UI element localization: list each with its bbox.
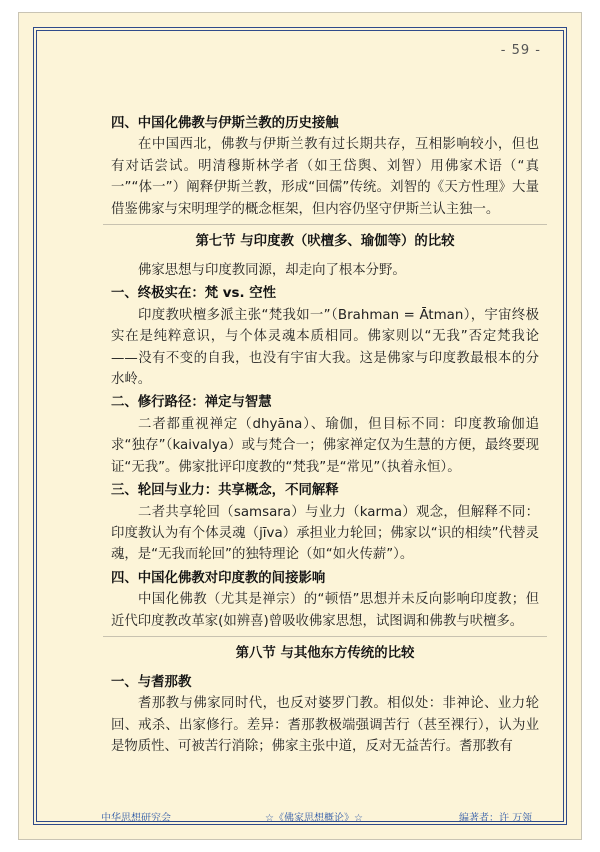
paragraph-islam-contact: 在中国西北，佛教与伊斯兰教有过长期共存，互相影响较小，但也有对话尝试。明清穆斯林学者（如王岱舆、刘智）用佛家术语（“真一”“体一”）阐释伊斯兰教，形成“回儒”传统。刘智的《天方性理》大量借鉴佛家与宋明理学的概念框架，但内容仍坚守伊斯兰认主独一。 bbox=[111, 137, 539, 217]
page-content bbox=[111, 113, 539, 758]
page-number: - 59 - bbox=[500, 43, 541, 58]
page bbox=[18, 12, 582, 840]
paragraph-jainism: 耆那教与佛家同时代，也反对婆罗门教。相似处：非神论、业力轮回、戒杀、出家修行。差异：耆那教极端强调苦行（甚至裸行），认为业是物质性、可被苦行消除；佛家主张中道，反对无益苦行。耆那教有 bbox=[111, 696, 539, 755]
heading-ultimate-reality: 一、终极实在：梵 vs. 空性 bbox=[111, 286, 277, 302]
paragraph-hinduism-intro: 佛家思想与印度教同源，却走向了根本分野。 bbox=[138, 263, 406, 279]
footer-editor: 编著者：许 万领 bbox=[459, 813, 533, 824]
paragraph-practice-path: 二者都重视禅定（dhyāna）、瑜伽，但目标不同：印度教瑜伽追求“独存”（kaivalya）或与梵合一；佛家禅定仅为生慧的方便，最终要现证“无我”。佛家批评印度教的“梵我”是“常见”（执着永恒）。 bbox=[111, 416, 539, 475]
paragraph-indirect-influence: 中国化佛教（尤其是禅宗）的“顿悟”思想并未反向影响印度教；但近代印度教改革家(如辨喜)曾吸收佛家思想，试图调和佛教与吠檀多。 bbox=[111, 592, 539, 629]
heading-indirect-influence: 四、中国化佛教对印度教的间接影响 bbox=[111, 570, 326, 586]
footer-book-title: ☆《佛家思想概论》☆ bbox=[265, 813, 363, 824]
section-title-hinduism: 第七节 与印度教（吠檀多、瑜伽等）的比较 bbox=[195, 234, 455, 250]
paragraph-samsara-karma: 二者共享轮回（samsara）与业力（karma）观念，但解释不同：印度教认为有个体灵魂（jīva）承担业力轮回；佛家以“识的相续”代替灵魂，是“无我而轮回”的独特理论（如“如火传薪”）。 bbox=[111, 504, 539, 563]
section-divider bbox=[103, 224, 547, 225]
heading-samsara-karma: 三、轮回与业力：共享概念，不同解释 bbox=[111, 483, 339, 499]
footer-organization: 中华思想研究会 bbox=[101, 813, 171, 824]
paragraph-ultimate-reality: 印度教吠檀多派主张“梵我如一”（Brahman = Ātman），宇宙终极实在是纯粹意识，与个体灵魂本质相同。佛家则以“无我”否定梵我论——没有不变的自我，也没有宇宙大我。这是佛家与印度教最根本的分水岭。 bbox=[111, 307, 539, 388]
section-divider bbox=[103, 636, 547, 637]
heading-islam-contact: 四、中国化佛教与伊斯兰教的历史接触 bbox=[111, 116, 339, 131]
section-title-eastern-traditions: 第八节 与其他东方传统的比较 bbox=[235, 645, 415, 661]
heading-jainism: 一、与耆那教 bbox=[111, 674, 192, 690]
heading-practice-path: 二、修行路径：禅定与智慧 bbox=[111, 395, 272, 411]
